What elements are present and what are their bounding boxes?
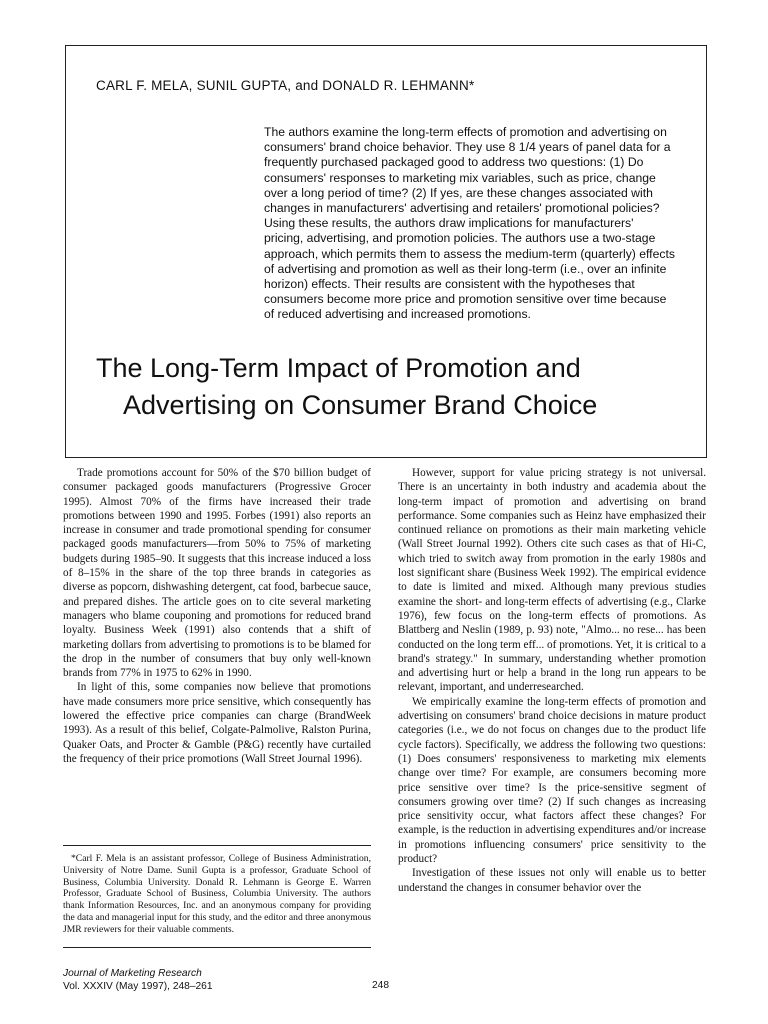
paragraph: However, support for value pricing strategy is not universal. There is an uncertainty in both industry and academia about the long-term impact of promotion and advertising on brand performance. Some companies such as Heinz have emphasized their continued reliance on promotions as their main marketing vehicle (Wall Street Journal 1992). Others cite such cases as that of Hi-C, which tried to switch away from promotion in the early 1980s and lost significant share (Business Week 1992). The empirical evidence to date is limited and mixed. Although many previous studies examine the short- and long-term effects of advertising (e.g., Clarke 1976), few focus on the long-term effects of promotions. As Blattberg and Neslin (1989, p. 93) note, "Almo... no rese... has been conducted on the long term eff... of promotions. Yet, it is critical to a brand's strategy." In summary, understanding whether promotion and advertising hurt or help a brand in the long run appears to be relevant, important, and underresearched. bbox=[398, 467, 706, 694]
paragraph: Investigation of these issues not only will enable us to better understand the changes in consumer behavior over the bbox=[398, 867, 706, 894]
journal-citation bbox=[63, 968, 213, 993]
journal-volume: Vol. XXXIV (May 1997), 248–261 bbox=[63, 980, 213, 992]
author-list: CARL F. MELA, SUNIL GUPTA, and DONALD R. LEHMANN* bbox=[96, 78, 475, 93]
article-title bbox=[96, 350, 696, 424]
journal-name: Journal of Marketing Research bbox=[63, 968, 202, 979]
page-number: 248 bbox=[372, 980, 389, 991]
author-footnote: *Carl F. Mela is an assistant professor, College of Business Administration, University of Notre Dame. Sunil Gupta is a professor, Graduate School of Business, Columbia University. Donald R. Lehmann is George E. Warren Professor, Graduate School of Business, Columbia University. The authors thank Information Resources, Inc. and an anonymous company for providing the data and managerial input for this study, and the editor and three anonymous JMR reviewers for their valuable comments. bbox=[63, 853, 371, 935]
footer-divider bbox=[63, 947, 371, 948]
right-column bbox=[398, 466, 706, 895]
left-column bbox=[63, 466, 371, 766]
paragraph: We empirically examine the long-term effects of promotion and advertising on consumers' brand choice decisions in mature product categories (i.e., we do not focus on changes due to the product life cycle factors). Specifically, we address the following two questions: (1) Does consumers' responsiveness to marketing mix elements change over time? For example, are consumers becoming more price sensitive over time? Is the price-sensitive segment of consumers growing over time? (2) If such changes as increasing price sensitivity occur, what factors affect these changes? For example, is the reduction in advertising expenditures and/or increase in promotions influencing consumers' price sensitivity to the product? bbox=[398, 695, 706, 866]
abstract: The authors examine the long-term effects of promotion and advertising on consumers' brand choice behavior. They use 8 1/4 years of panel data for a frequently purchased packaged good to address two questions: (1) Do consumers' responses to marketing mix variables, such as price, change over a long period of time? (2) If yes, are these changes associated with changes in manufacturers' advertising and retailers' promotional policies? Using these results, the authors draw implications for manufacturers' pricing, advertising, and promotion policies. The authors use a two-stage approach, which permits them to assess the medium-term (quarterly) effects of advertising and promotion as well as their long-term (i.e., over an infinite horizon) effects. Their results are consistent with the hypotheses that consumers become more price and promotion sensitive over time because of reduced advertising and increased promotions. bbox=[264, 125, 675, 322]
paragraph: Trade promotions account for 50% of the $70 billion budget of consumer packaged goods manufacturers (Progressive Grocer 1995). Almost 70% of the firms have increased their trade promotions between 1990 and 1995. Forbes (1991) also reports an increase in consumer and trade promotional spending for consumer packaged goods manufacturers—from 50% to 75% of marketing budgets during 1985–90. It suggests that this increase induced a loss of 8–15% in the share of the top three brands in categories as diverse as popcorn, dishwashing detergent, cat food, barbecue sauce, and prepared dishes. The article goes on to cite several marketing managers who blame couponing and promotions for reduced brand loyalty. Business Week (1991) also contends that a shift of marketing dollars from advertising to promotions is to be blamed for the drop in the number of consumers that buy only well-known brands from 77% in 1975 to 62% in 1990. bbox=[63, 467, 371, 680]
footnote-divider bbox=[63, 845, 371, 846]
title-line-1: The Long-Term Impact of Promotion and bbox=[96, 353, 581, 383]
paragraph: In light of this, some companies now believe that promotions have made consumers more price sensitive, which consequently has lowered the effective price companies can charge (BrandWeek 1993). As a result of this belief, Colgate-Palmolive, Ralston Purina, Quaker Oats, and Procter & Gamble (P&G) recently have curtailed the frequency of their price promotions (Wall Street Journal 1996). bbox=[63, 681, 371, 765]
title-line-2: Advertising on Consumer Brand Choice bbox=[123, 390, 598, 420]
